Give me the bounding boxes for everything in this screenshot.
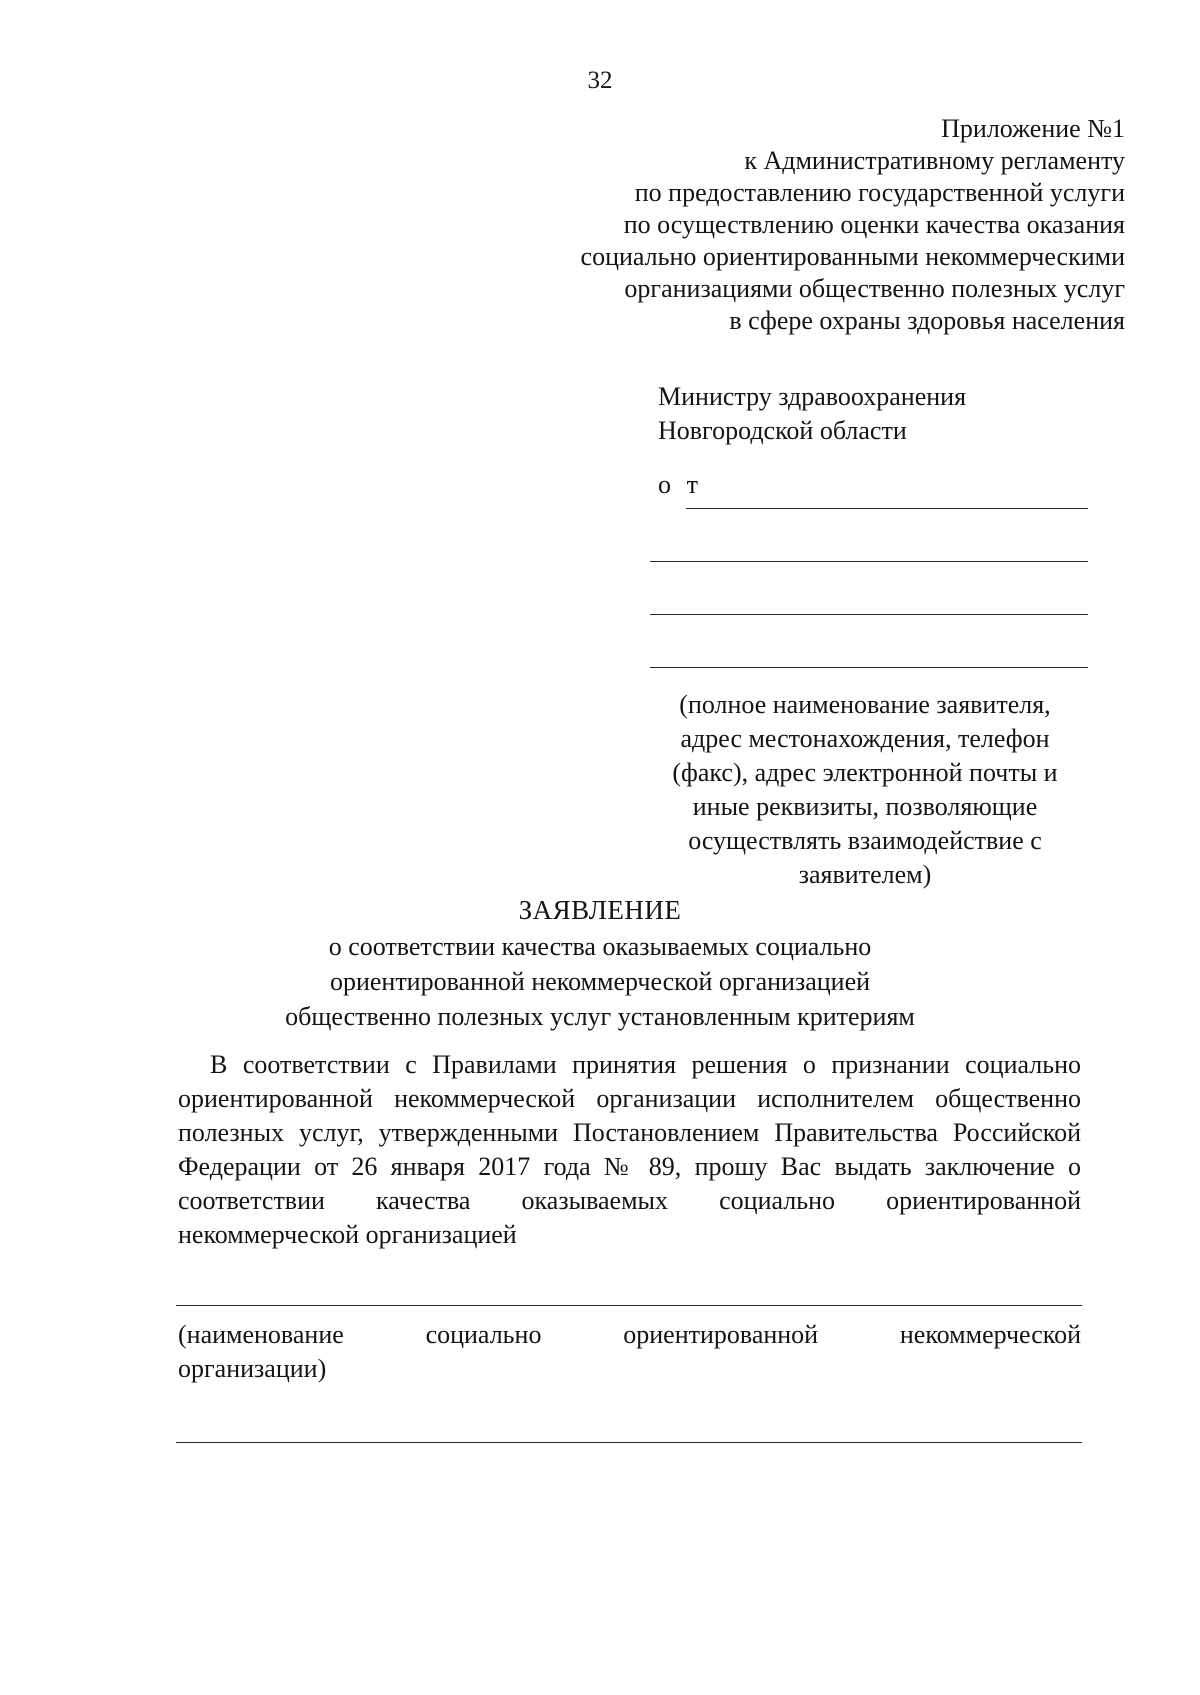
hint-line: адрес местонахождения, телефон xyxy=(680,724,1050,753)
appendix-line: к Административному регламенту xyxy=(744,146,1125,175)
appendix-line: социально ориентированными некоммерческими xyxy=(580,242,1125,271)
applicant-fill-line[interactable] xyxy=(686,508,1088,509)
applicant-fill-line[interactable] xyxy=(650,561,1088,562)
applicant-fill-line[interactable] xyxy=(650,614,1088,615)
org-hint-word: социально xyxy=(425,1320,542,1349)
organization-fill-line[interactable] xyxy=(176,1305,1082,1306)
hint-line: осуществлять взаимодействие с xyxy=(688,826,1042,855)
appendix-line: по осуществлению оценки качества оказания xyxy=(623,210,1125,239)
appendix-line: по предоставлению государственной услуги xyxy=(634,178,1125,207)
organization-fill-line-2[interactable] xyxy=(176,1442,1082,1443)
subtitle-line: ориентированной некоммерческой организацией xyxy=(329,967,871,996)
org-hint-line: организации) xyxy=(178,1354,327,1383)
org-hint-word: (наименование xyxy=(178,1320,344,1349)
hint-line: (факс), адрес электронной почты и xyxy=(672,758,1058,787)
hint-line: (полное наименование заявителя, xyxy=(679,690,1051,719)
addressee-line: Министру здравоохранения xyxy=(658,382,967,411)
hint-line: заявителем) xyxy=(798,860,932,889)
applicant-fill-line[interactable] xyxy=(650,667,1088,668)
document-subtitle xyxy=(180,929,1020,1034)
appendix-line: в сфере охраны здоровья населения xyxy=(729,306,1125,335)
org-hint-word: некоммерческой xyxy=(899,1320,1081,1349)
appendix-header xyxy=(581,113,1125,337)
subtitle-line: о соответствии качества оказываемых социально xyxy=(328,932,872,961)
org-hint-word: ориентированной xyxy=(623,1320,819,1349)
addressee-block xyxy=(658,380,966,448)
appendix-line: Приложение №1 xyxy=(941,114,1125,143)
statement-body: В соответствии с Правилами принятия решения о признании социально ориентированной некоммерческой организации исполнителем общественно полезных услуг, утвержденными Постановлением Правительства Российской Федерации от 26 января 2017 года № 89, прошу Вас выдать заключение о соответствии качества оказываемых социально ориентированной некоммерческой организацией xyxy=(178,1050,1081,1249)
hint-line: иные реквизиты, позволяющие xyxy=(692,792,1038,821)
from-label: от xyxy=(658,470,715,499)
organization-hint xyxy=(178,1318,1081,1386)
applicant-hint xyxy=(640,688,1090,892)
subtitle-line: общественно полезных услуг установленным критериям xyxy=(285,1002,915,1031)
document-title: ЗАЯВЛЕНИЕ xyxy=(518,895,682,925)
appendix-line: организациями общественно полезных услуг xyxy=(624,274,1125,303)
org-hint-line xyxy=(178,1318,1081,1352)
addressee-line: Новгородской области xyxy=(658,416,907,445)
page-number: 32 xyxy=(587,67,613,94)
